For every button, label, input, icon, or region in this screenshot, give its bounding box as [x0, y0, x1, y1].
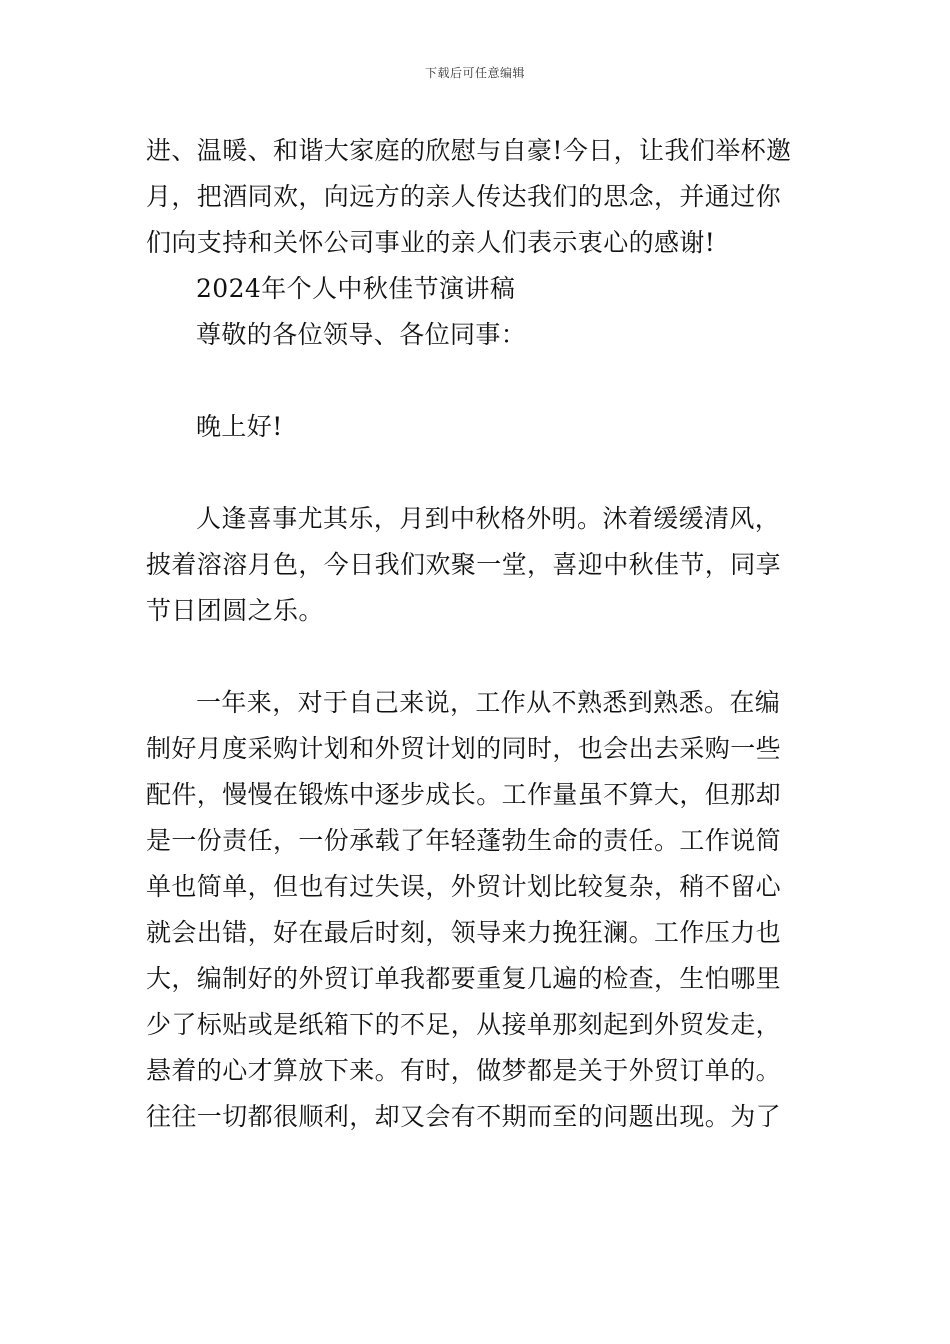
speech-title: 2024年个人中秋佳节演讲稿	[196, 274, 516, 303]
text-line: 少了标贴或是纸箱下的不足，从接单那刻起到外贸发走，	[146, 1010, 782, 1039]
text-line: 月，把酒同欢，向远方的亲人传达我们的思念，并通过你	[146, 182, 782, 211]
salutation: 尊敬的各位领导、各位同事：	[196, 320, 527, 349]
text-line: 人逢喜事尤其乐，月到中秋格外明。沐着缓缓清风，	[196, 504, 781, 533]
text-line: 往往一切都很顺利，却又会有不期而至的问题出现。为了	[146, 1102, 782, 1131]
text-line: 披着溶溶月色，今日我们欢聚一堂，喜迎中秋佳节，同享	[146, 550, 782, 579]
blank-line	[146, 358, 806, 404]
text-line: 进、温暖、和谐大家庭的欣慰与自豪!今日，让我们举杯邀	[146, 136, 792, 165]
text-line: 悬着的心才算放下来。有时，做梦都是关于外贸订单的。	[146, 1056, 782, 1085]
blank-line	[146, 450, 806, 496]
text-line: 是一份责任，一份承载了年轻蓬勃生命的责任。工作说简	[146, 826, 782, 855]
text-line: 大，编制好的外贸订单我都要重复几遍的检查，生怕哪里	[146, 964, 782, 993]
text-line: 节日团圆之乐。	[146, 596, 324, 625]
page-header: 下载后可任意编辑	[424, 66, 525, 80]
text-line: 单也简单，但也有过失误，外贸计划比较复杂，稍不留心	[146, 872, 782, 901]
text-line: 配件，慢慢在锻炼中逐步成长。工作量虽不算大，但那却	[146, 780, 782, 809]
greeting: 晚上好!	[196, 412, 283, 441]
text-line: 就会出错，好在最后时刻，领导来力挽狂澜。工作压力也	[146, 918, 782, 947]
document-body	[146, 128, 806, 1140]
text-line: 一年来，对于自己来说，工作从不熟悉到熟悉。在编	[196, 688, 781, 717]
blank-line	[146, 634, 806, 680]
text-line: 们向支持和关怀公司事业的亲人们表示衷心的感谢!	[146, 228, 716, 257]
text-line: 制好月度采购计划和外贸计划的同时，也会出去采购一些	[146, 734, 782, 763]
